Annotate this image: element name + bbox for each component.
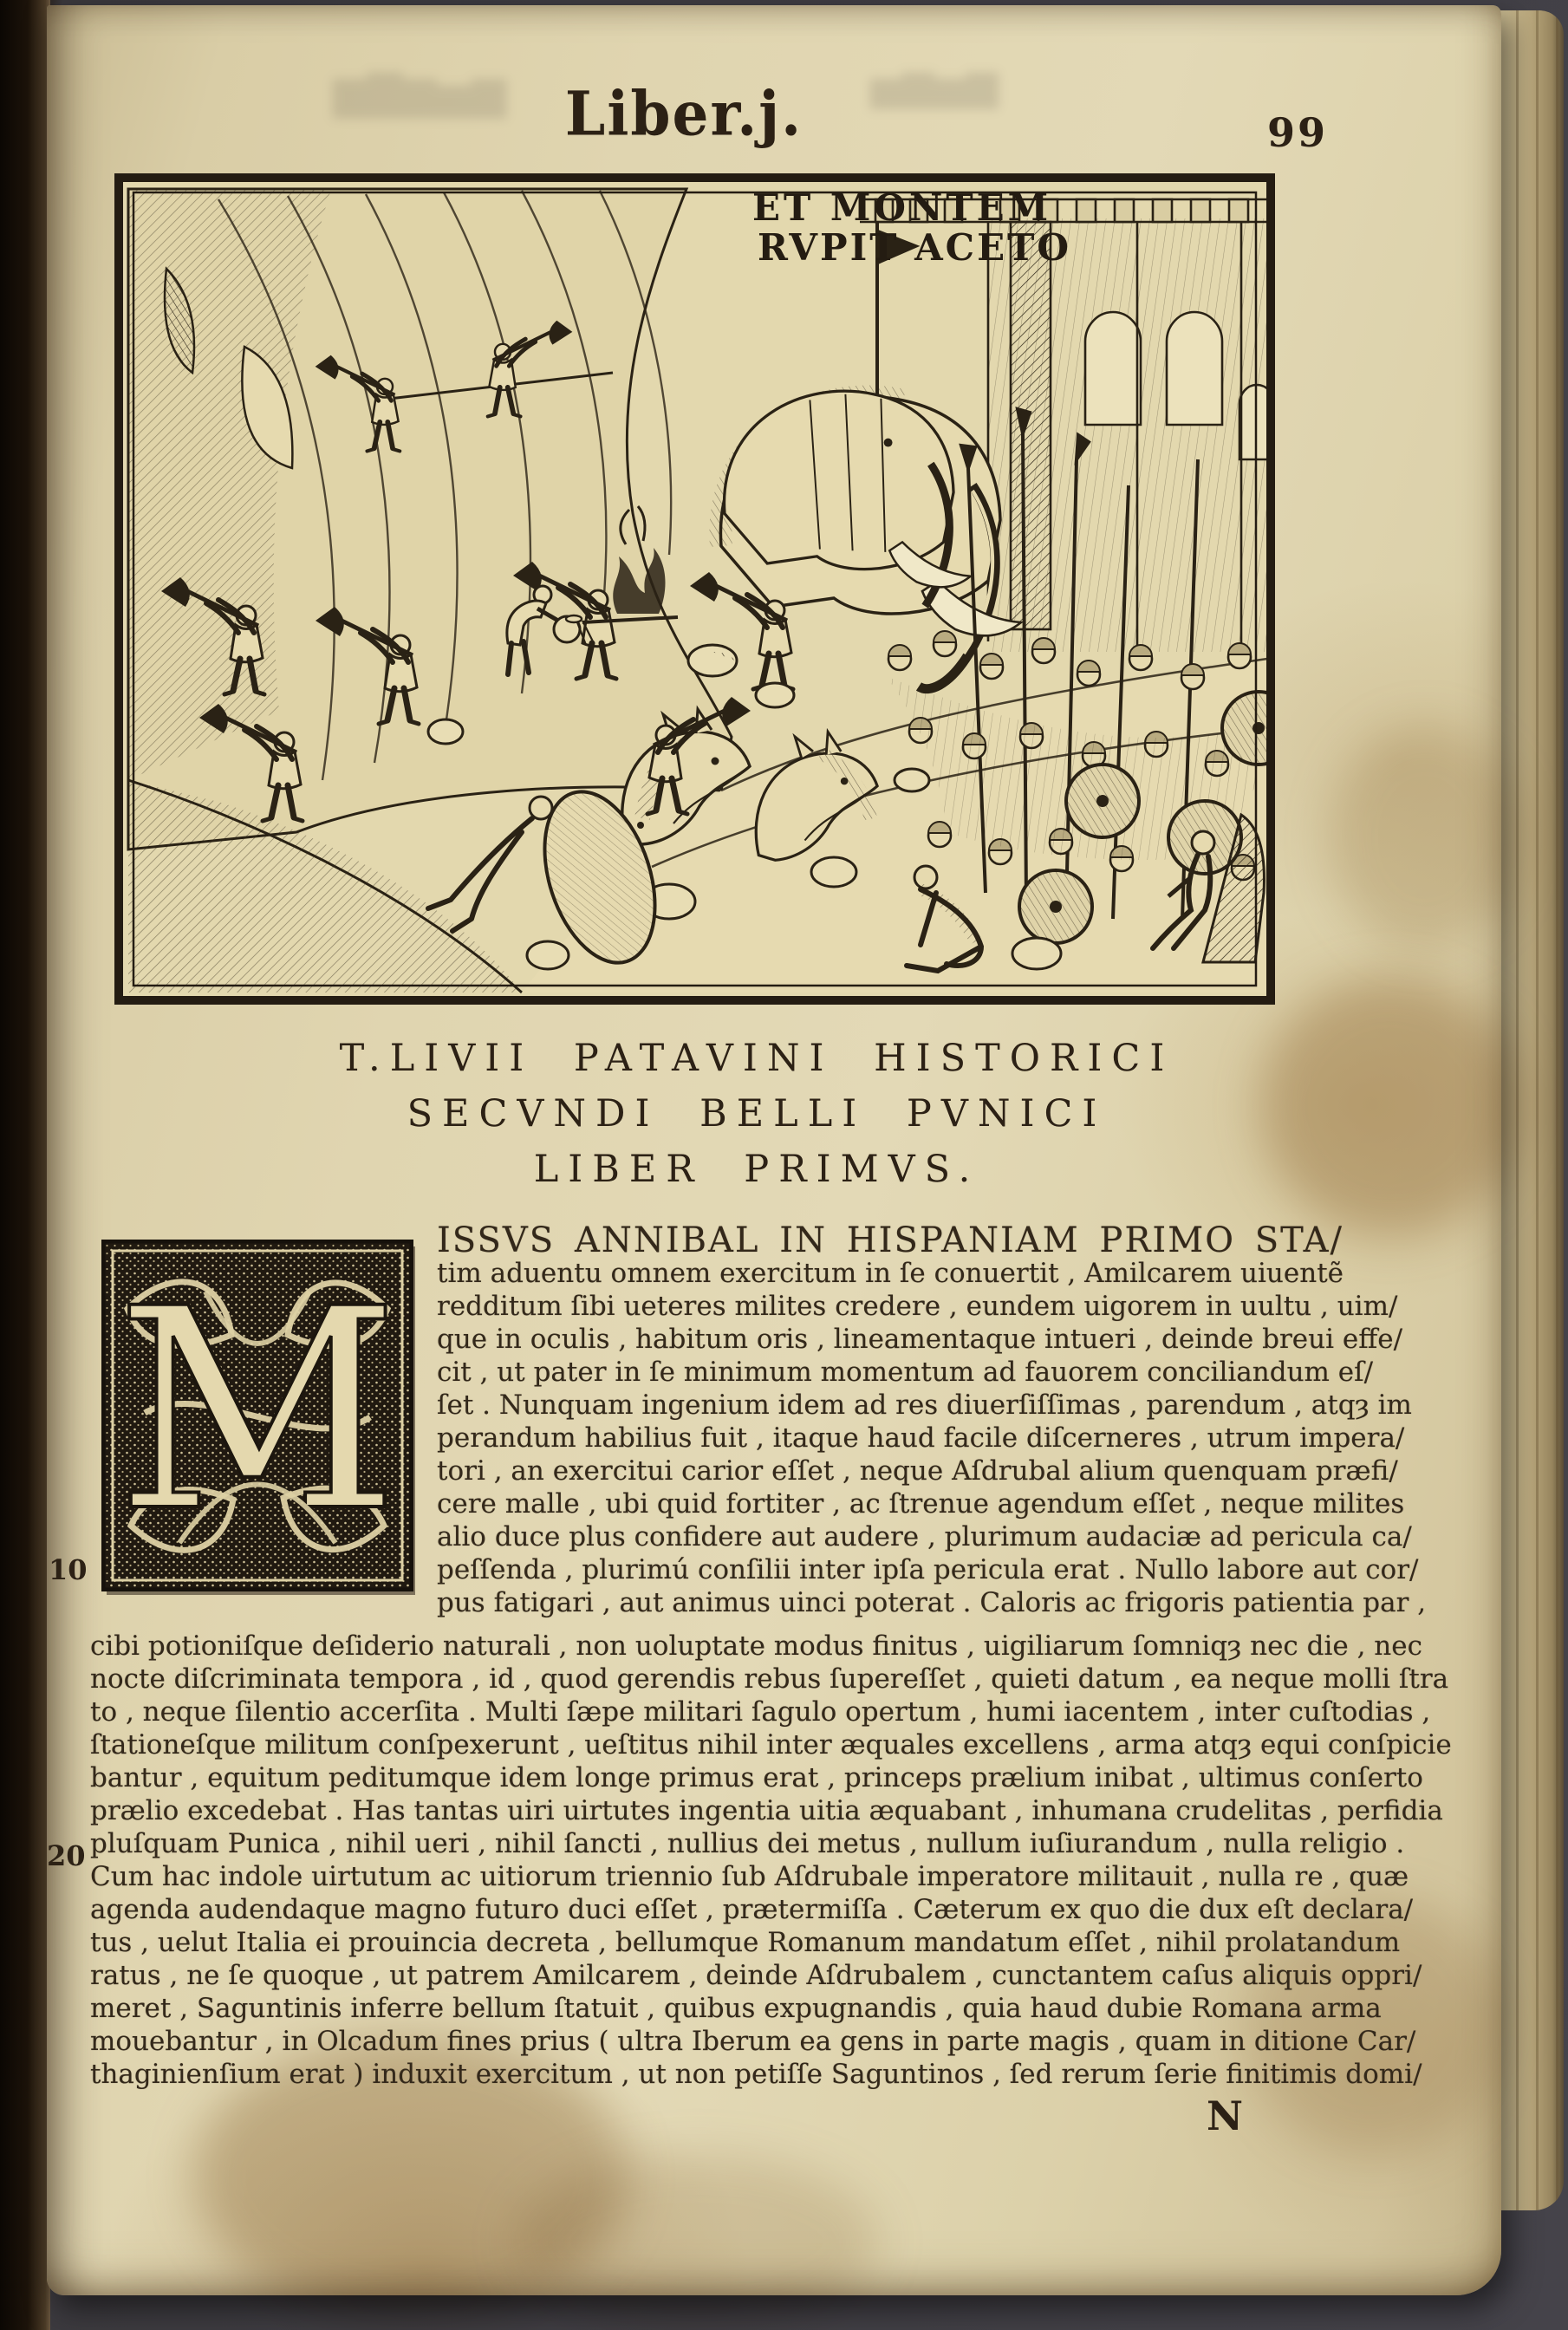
woodcut-illustration [114, 173, 1275, 1005]
margin-line-number: 10 [49, 1553, 88, 1586]
body-text-line: ſtationeſque militum conſpexerunt , ueſtitus nihil inter æquales excellens , arma atqȝ equi conſpicie [90, 1729, 1452, 1761]
body-text-line: peſſenda , plurimú conſilii inter ipſa pericula erat . Nullo labore aut cor/ [437, 1554, 1419, 1585]
body-text-line: pus fatigari , aut animus uinci poterat . Caloris ac frigoris patientia par , [437, 1587, 1427, 1618]
book-page [47, 5, 1501, 2295]
body-text-line: nocte diſcriminata tempora , id , quod gerendis rebus ſupereſſet , quieti datum , ea neque molli ſtra [90, 1663, 1449, 1695]
woodcut-caption-line2: RVPIT ACETO [758, 226, 1071, 269]
book-gutter-shadow [0, 0, 50, 2330]
stain [1330, 725, 1520, 950]
body-text-line: prælio excedebat . Has tantas uiri uirtutes ingentia uitia æquabant , inhumana crudelitas , perfidia [90, 1795, 1443, 1826]
title-line-1: T.LIVII PATAVINI HISTORICI [339, 1037, 1174, 1080]
body-text-line: cibi potioniſque deſiderio naturali , non uoluptate modus finitus , uigiliarum ſomniqȝ nec die , nec [90, 1630, 1422, 1662]
body-text-line: ratus , ne ſe quoque , ut patrem Amilcarem , deinde Aſdrubalem , cunctantem caſus aliquis oppri/ [90, 1960, 1422, 1991]
body-text-line: cere malle , ubi quid fortiter , ac ſtrenue agendum eſſet , neque milites [437, 1488, 1405, 1520]
body-text-line: tim aduentu omnem exercitum in ſe conuertit , Amilcarem uiuentẽ [437, 1258, 1344, 1289]
showthrough-smudge: ▆▇▆▅▆ [333, 66, 506, 119]
body-text-line: que in oculis , habitum oris , lineamentaque intueri , deinde breui effe/ [437, 1324, 1403, 1355]
body-text-line: thaginienſium erat ) induxit exercitum , ut non petiſſe Saguntinos , ſed rerum ſerie finitimis domi/ [90, 2059, 1422, 2090]
body-text-line: mouebantur , in Olcadum fines prius ( ultra Iberum ea gens in parte magis , quam in ditione Car/ [90, 2026, 1416, 2057]
body-text-full [90, 1630, 1452, 2091]
title-line-3: LIBER PRIMVS. [533, 1148, 980, 1191]
drop-cap-initial [101, 1240, 413, 1591]
body-text-line: to , neque ſilentio accerſita . Multi ſæpe militari ſagulo opertum , humi iacentem , inter cuſtodias , [90, 1696, 1431, 1728]
body-text-line: Cum hac indole uirtutum ac uitiorum triennio ſub Aſdrubale imperatore militauit , nulla re , quæ [90, 1861, 1409, 1892]
showthrough-smudge: ▅▆▅▆ [870, 61, 999, 109]
body-text-line: perandum habilius fuit , itaque haud facile diſcerneres , utrum impera/ [437, 1422, 1405, 1454]
drop-cap-letter: M [115, 1250, 400, 1572]
signature-mark: N [1207, 2092, 1244, 2139]
body-text-line: bantur , equitum peditumque idem longe primus erat , princeps prælium inibat , ultimus conſerto [90, 1762, 1423, 1793]
section-title [102, 1037, 1411, 1203]
body-text-line: tus , uelut Italia ei prouincia decreta , bellumque Romanum mandatum eſſet , nihil prolatandum [90, 1927, 1401, 1958]
body-text-line: tori , an exercitui carior eſſet , neque Aſdrubal alium quenquam præfi/ [437, 1455, 1398, 1487]
body-text-line: ISSVS ANNIBAL IN HISPANIAM PRIMO STA/ [437, 1220, 1344, 1260]
body-text-line: cit , ut pater in ſe minimum momentum ad fauorem conciliandum eſ/ [437, 1357, 1374, 1388]
folio-number: 99 [1267, 109, 1329, 156]
body-text-line: agenda audendaque magno futuro duci eſſet , prætermiſſa . Cæterum ex quo die dux eſt declara/ [90, 1894, 1414, 1925]
body-text-line: alio duce plus confidere aut audere , plurimum audaciæ ad pericula ca/ [437, 1521, 1412, 1552]
body-text-line: redditum ſibi ueteres milites credere , eundem uigorem in uultu , uim/ [437, 1291, 1398, 1322]
margin-line-number: 20 [47, 1839, 86, 1872]
body-text-line: pluſquam Punica , nihil ueri , nihil ſancti , nullius dei metus , nullum iuſiurandum , nulla religio . [90, 1828, 1405, 1859]
woodcut-caption-line1: ET MONTEM [752, 186, 1052, 229]
body-text-indented [437, 1220, 1427, 1619]
body-text-line: ſet . Nunquam ingenium idem ad res diuerſiſſimas , parendum , atqȝ im [437, 1390, 1412, 1421]
running-header: Liber.j. [564, 77, 804, 150]
stain [515, 2155, 879, 2328]
title-line-2: SECVNDI BELLI PVNICI [407, 1092, 1107, 1136]
body-text-line: meret , Saguntinis inferre bellum ſtatuit , quibus expugnandis , quia haud dubie Romana arma [90, 1993, 1382, 2024]
